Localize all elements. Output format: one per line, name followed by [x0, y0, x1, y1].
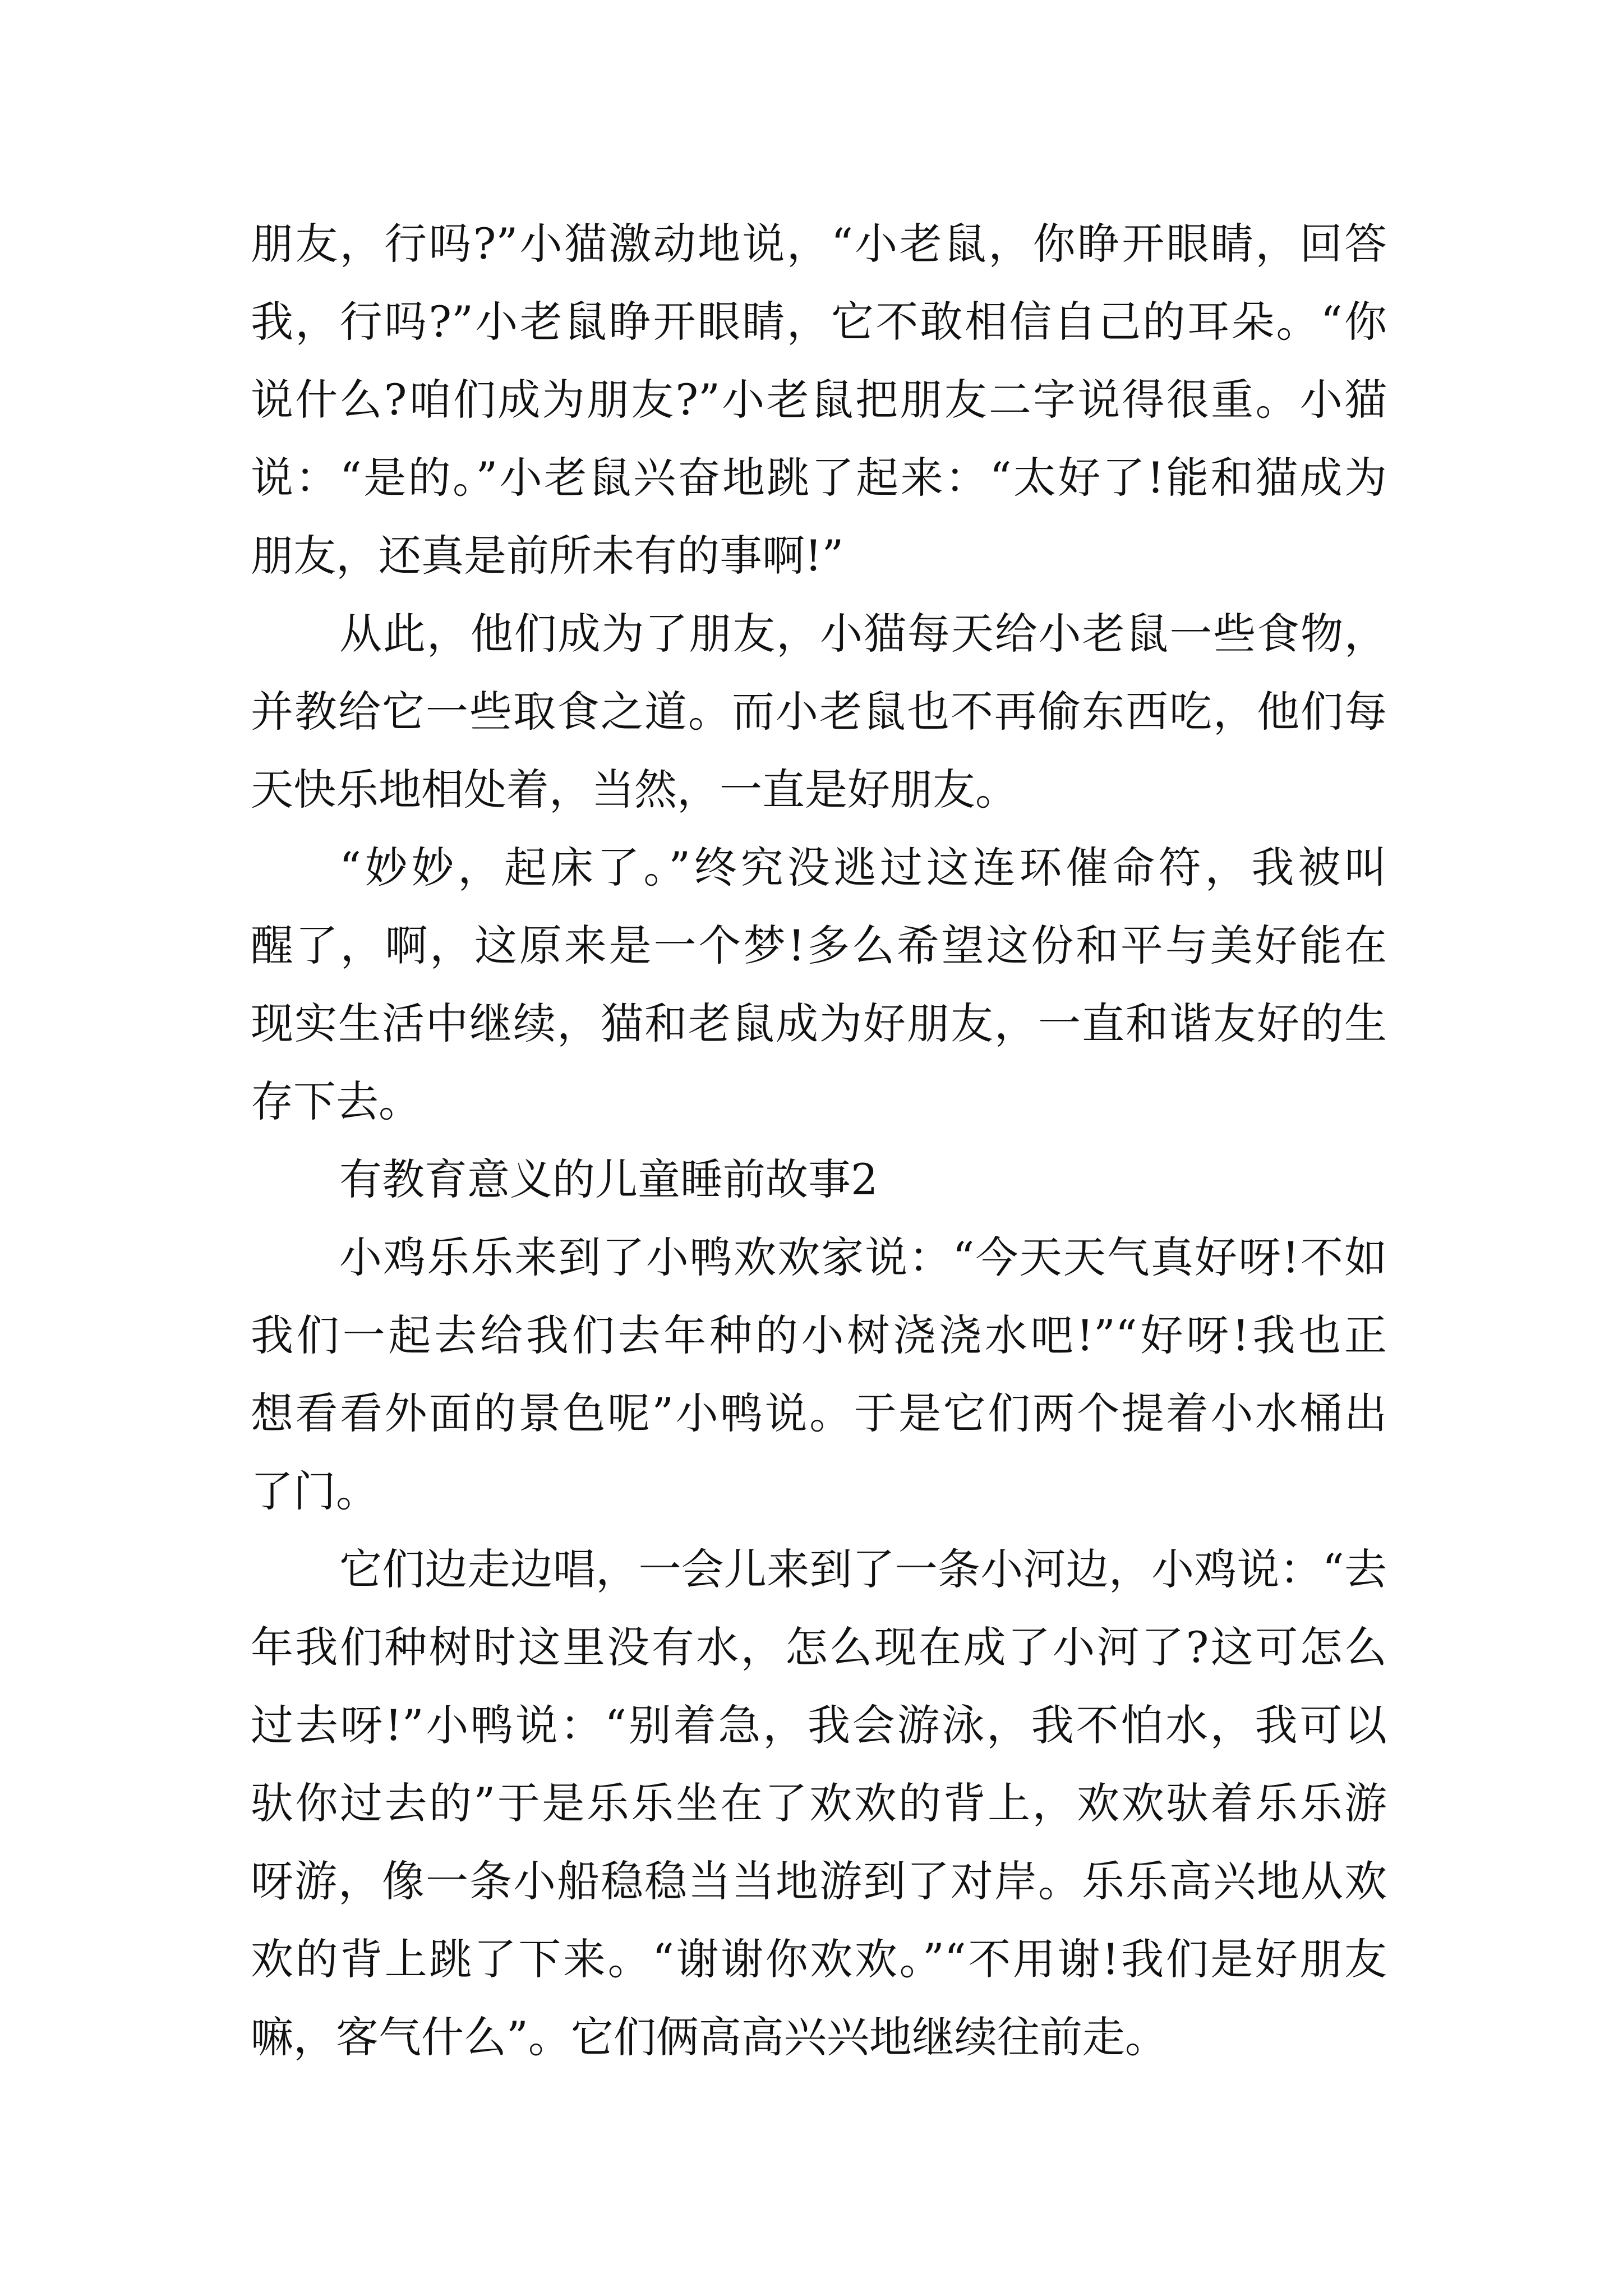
- text-line: 说：“是的。”小老鼠兴奋地跳了起来：“太好了!能和猫成为: [251, 453, 1387, 503]
- text-line: “妙妙，起床了。”终究没逃过这连环催命符，我被叫: [339, 843, 1387, 892]
- text-line: 想看看外面的景色呢”小鸭说。于是它们两个提着小水桶出: [251, 1388, 1387, 1438]
- text-line: 朋友，还真是前所未有的事啊!”: [251, 531, 844, 581]
- text-line: 了门。: [251, 1466, 379, 1516]
- paragraph: [251, 1218, 1387, 1530]
- text-line: 嘛，客气什么”。它们俩高高兴兴地继续往前走。: [251, 2012, 1168, 2062]
- text-line: 天快乐地相处着，当然，一直是好朋友。: [251, 765, 1018, 815]
- text-line: 过去呀!”小鸭说：“别着急，我会游泳，我不怕水，我可以: [251, 1700, 1387, 1750]
- paragraph: [251, 205, 1387, 595]
- text-line: 年我们种树时这里没有水，怎么现在成了小河了?这可怎么: [251, 1622, 1387, 1672]
- section-title-text: 有教育意义的儿童睡前故事2: [339, 1154, 878, 1204]
- text-line: 并教给它一些取食之道。而小老鼠也不再偷东西吃，他们每: [251, 687, 1387, 737]
- text-line: 醒了，啊，这原来是一个梦!多么希望这份和平与美好能在: [251, 921, 1387, 970]
- document-body: [251, 205, 1387, 2076]
- section-title: [251, 1140, 1387, 1218]
- text-line: 朋友，行吗?”小猫激动地说，“小老鼠，你睁开眼睛，回答: [251, 219, 1387, 269]
- text-line: 我们一起去给我们去年种的小树浇浇水吧!”“好呀!我也正: [251, 1310, 1387, 1360]
- text-line: 它们边走边唱，一会儿来到了一条小河边，小鸡说：“去: [339, 1544, 1387, 1594]
- text-line: 从此，他们成为了朋友，小猫每天给小老鼠一些食物，: [339, 609, 1387, 659]
- text-line: 欢的背上跳了下来。“谢谢你欢欢。”“不用谢!我们是好朋友: [251, 1934, 1387, 1984]
- paragraph: [251, 1530, 1387, 2076]
- text-line: 存下去。: [251, 1076, 421, 1126]
- text-line: 驮你过去的”于是乐乐坐在了欢欢的背上，欢欢驮着乐乐游: [251, 1778, 1387, 1828]
- text-line: 说什么?咱们成为朋友?”小老鼠把朋友二字说得很重。小猫: [251, 375, 1387, 425]
- paragraph: [251, 595, 1387, 829]
- paragraph: [251, 829, 1387, 1140]
- text-line: 现实生活中继续，猫和老鼠成为好朋友，一直和谐友好的生: [251, 999, 1387, 1048]
- text-line: 我，行吗?”小老鼠睁开眼睛，它不敢相信自己的耳朵。“你: [251, 297, 1387, 347]
- text-line: 呀游，像一条小船稳稳当当地游到了对岸。乐乐高兴地从欢: [251, 1856, 1387, 1906]
- text-line: 小鸡乐乐来到了小鸭欢欢家说：“今天天气真好呀!不如: [339, 1232, 1387, 1282]
